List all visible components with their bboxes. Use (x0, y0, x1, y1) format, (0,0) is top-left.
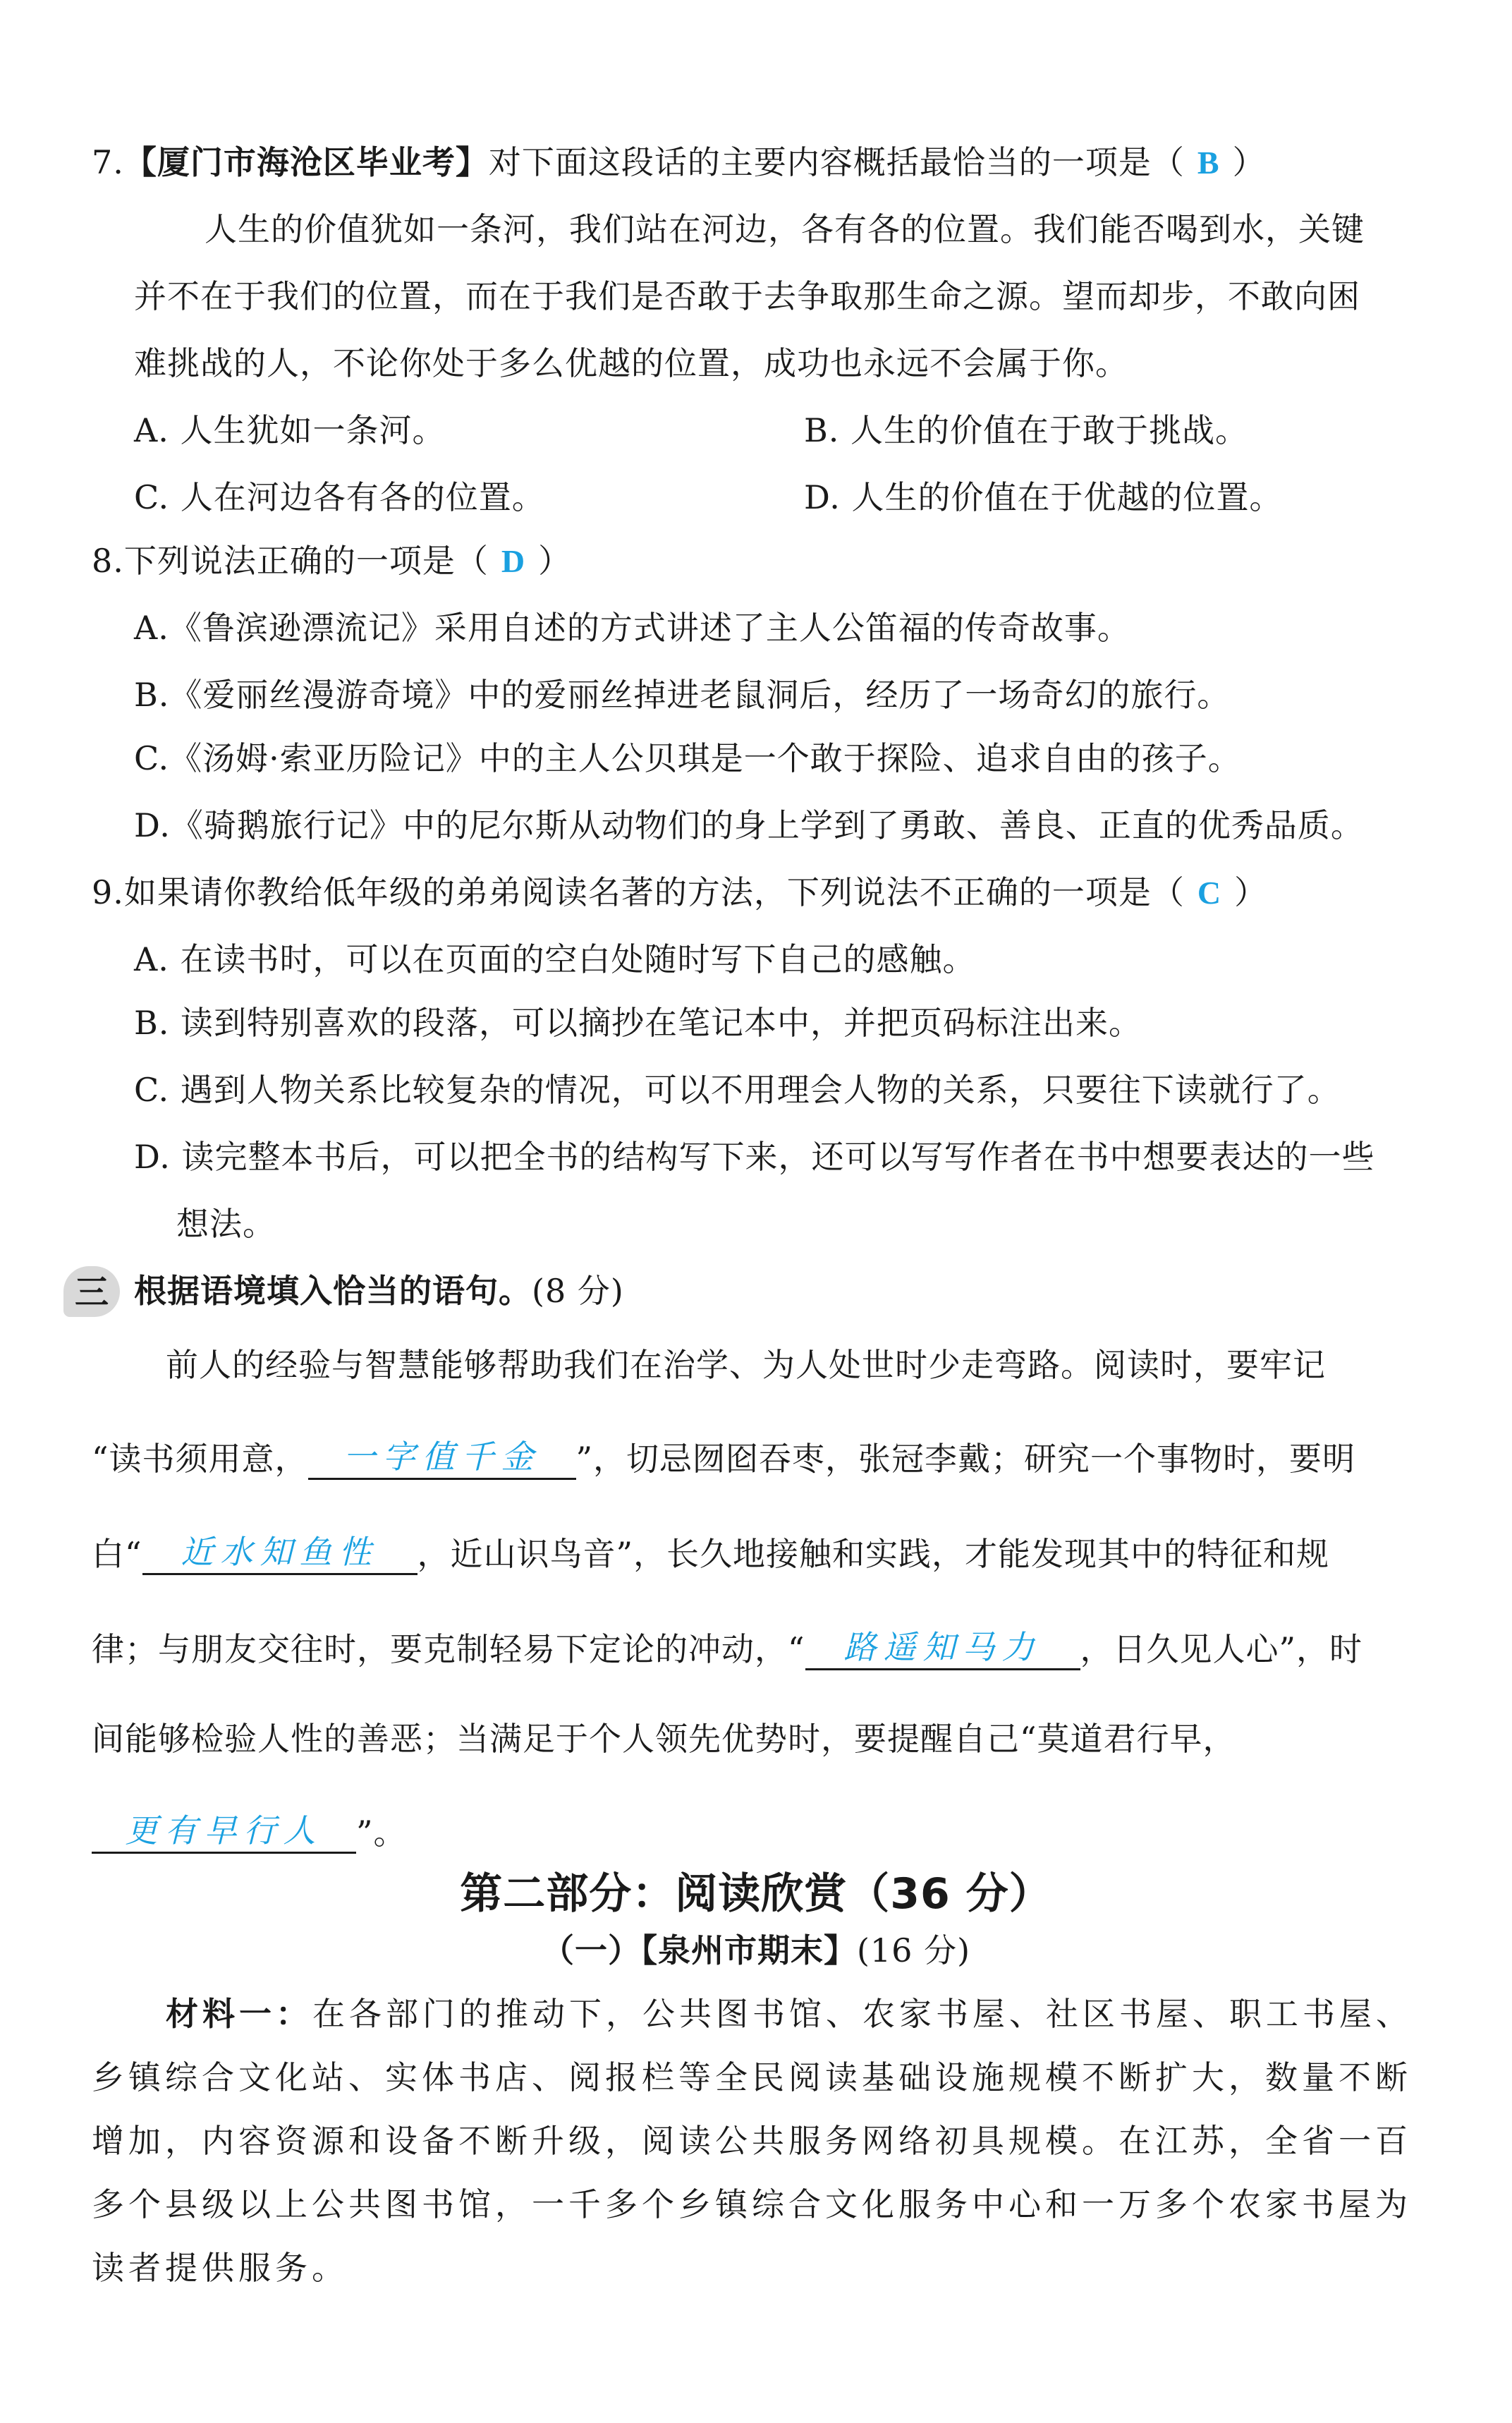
section3-line-2b: ”，切忌囫囵吞枣，张冠李戴；研究一个事物时，要明 (575, 1440, 1356, 1478)
section3-line-2 (92, 1435, 1355, 1480)
answer-blank-1: 一字值千金 (308, 1435, 576, 1480)
material1-label: 材料一： (166, 1995, 312, 2033)
q8-answer: D (501, 543, 526, 579)
material1-line-3: 增加，内容资源和设备不断升级，阅读公共服务网络初具规模。在江苏，全省一百 (92, 2122, 1412, 2160)
q9-option-a: A. 在读书时，可以在页面的空白处随时写下自己的感触。 (134, 940, 976, 978)
section3-score: (8 分) (532, 1272, 624, 1310)
q7-answer: B (1197, 145, 1220, 181)
section3-line-4b: ，日久见人心”，时 (1080, 1630, 1363, 1668)
q9-option-c: C. 遇到人物关系比较复杂的情况，可以不用理会人物的关系，只要往下读就行了。 (134, 1071, 1341, 1109)
q9-stem-line (92, 871, 1267, 914)
q9-close: ） (1234, 873, 1268, 911)
q9-option-b: B. 读到特别喜欢的段落，可以摘抄在笔记本中，并把页码标注出来。 (134, 1004, 1142, 1042)
q8-stem-line (92, 540, 571, 583)
q7-passage-line-1: 人生的价值犹如一条河，我们站在河边，各有各的位置。我们能否喝到水，关键 (205, 210, 1365, 248)
answer-blank-2: 近水知鱼性 (142, 1531, 417, 1575)
q7-option-b: B. 人生的价值在于敢于挑战。 (804, 411, 1249, 449)
part2-sub-score: (16 分) (856, 1931, 971, 1969)
q7-stem-line (92, 141, 1266, 184)
q7-close: ） (1232, 143, 1266, 181)
q8-option-b: B.《爱丽丝漫游奇境》中的爱丽丝掉进老鼠洞后，经历了一场奇幻的旅行。 (134, 676, 1231, 714)
q9-number: 9. (92, 873, 124, 911)
q7-stem: 对下面这段话的主要内容概括最恰当的一项是（ (488, 143, 1185, 181)
q9-option-d: D. 读完整本书后，可以把全书的结构写下来，还可以写写作者在书中想要表达的一些 (134, 1138, 1375, 1176)
material1-line-1 (166, 1993, 1413, 2035)
material1-text-1: 在各部门的推动下，公共图书馆、农家书屋、社区书屋、职工书屋、 (312, 1995, 1413, 2033)
q8-option-d: D.《骑鹅旅行记》中的尼尔斯从动物们的身上学到了勇敢、善良、正直的优秀品质。 (134, 806, 1364, 844)
answer-blank-3: 路遥知马力 (805, 1626, 1080, 1670)
section3-line-3 (92, 1531, 1329, 1575)
section3-line-6 (92, 1809, 407, 1854)
material1-line-5: 读者提供服务。 (92, 2249, 348, 2287)
q8-stem: 下列说法正确的一项是（ (123, 542, 489, 580)
section3-title: 根据语境填入恰当的语句。 (134, 1272, 532, 1310)
q7-source: 【厦门市海沧区毕业考】 (123, 143, 489, 181)
q7-option-d: D. 人生的价值在于优越的位置。 (804, 478, 1283, 516)
material1-line-4: 多个县级以上公共图书馆，一千多个乡镇综合文化服务中心和一万多个农家书屋为 (92, 2185, 1412, 2223)
section3-line-4a: 律；与朋友交往时，要克制轻易下定论的冲动，“ (92, 1630, 805, 1668)
section-number-badge-icon (63, 1266, 120, 1323)
section3-line-5: 间能够检验人性的善恶；当满足于个人领先优势时，要提醒自己“莫道君行早， (92, 1720, 1236, 1758)
section3-line-3a: 白“ (92, 1535, 142, 1573)
part2-sub-source: 【泉州市期末】 (640, 1931, 857, 1969)
section3-line-6b: ”。 (356, 1814, 407, 1852)
q7-passage-line-2: 并不在于我们的位置，而在于我们是否敢于去争取那生命之源。望而却步，不敢向困 (134, 277, 1360, 315)
q7-number: 7. (92, 143, 124, 181)
q9-option-d-continued: 想法。 (176, 1205, 276, 1243)
q7-option-a: A. 人生犹如一条河。 (134, 411, 446, 449)
part2-title: 第二部分：阅读欣赏（36 分） (460, 1869, 1052, 1919)
q8-option-c: C.《汤姆·索亚历险记》中的主人公贝琪是一个敢于探险、追求自由的孩子。 (134, 739, 1241, 777)
section3-line-4 (92, 1626, 1362, 1670)
q9-answer: C (1197, 875, 1222, 911)
section-number: 三 (74, 1273, 109, 1312)
q7-passage-line-3: 难挑战的人，不论你处于多么优越的位置，成功也永远不会属于你。 (134, 344, 1128, 382)
section3-title-line (134, 1270, 624, 1312)
section3-line-1: 前人的经验与智慧能够帮助我们在治学、为人处世时少走弯路。阅读时，要牢记 (166, 1346, 1326, 1384)
answer-blank-4: 更有早行人 (92, 1809, 356, 1854)
part2-subtitle (0, 1929, 1512, 1972)
section3-line-2a: “读书须用意， (92, 1440, 308, 1478)
q7-option-c: C. 人在河边各有各的位置。 (134, 478, 545, 516)
q8-number: 8. (92, 542, 124, 580)
part2-sub-number: （一） (541, 1931, 641, 1969)
q8-close: ） (538, 542, 572, 580)
q9-stem: 如果请你教给低年级的弟弟阅读名著的方法，下列说法不正确的一项是（ (123, 873, 1185, 911)
material1-line-2: 乡镇综合文化站、实体书店、阅报栏等全民阅读基础设施规模不断扩大，数量不断 (92, 2058, 1412, 2096)
section3-line-3b: ，近山识鸟音”，长久地接触和实践，才能发现其中的特征和规 (417, 1535, 1330, 1573)
q8-option-a: A.《鲁滨逊漂流记》采用自述的方式讲述了主人公笛福的传奇故事。 (134, 609, 1130, 647)
